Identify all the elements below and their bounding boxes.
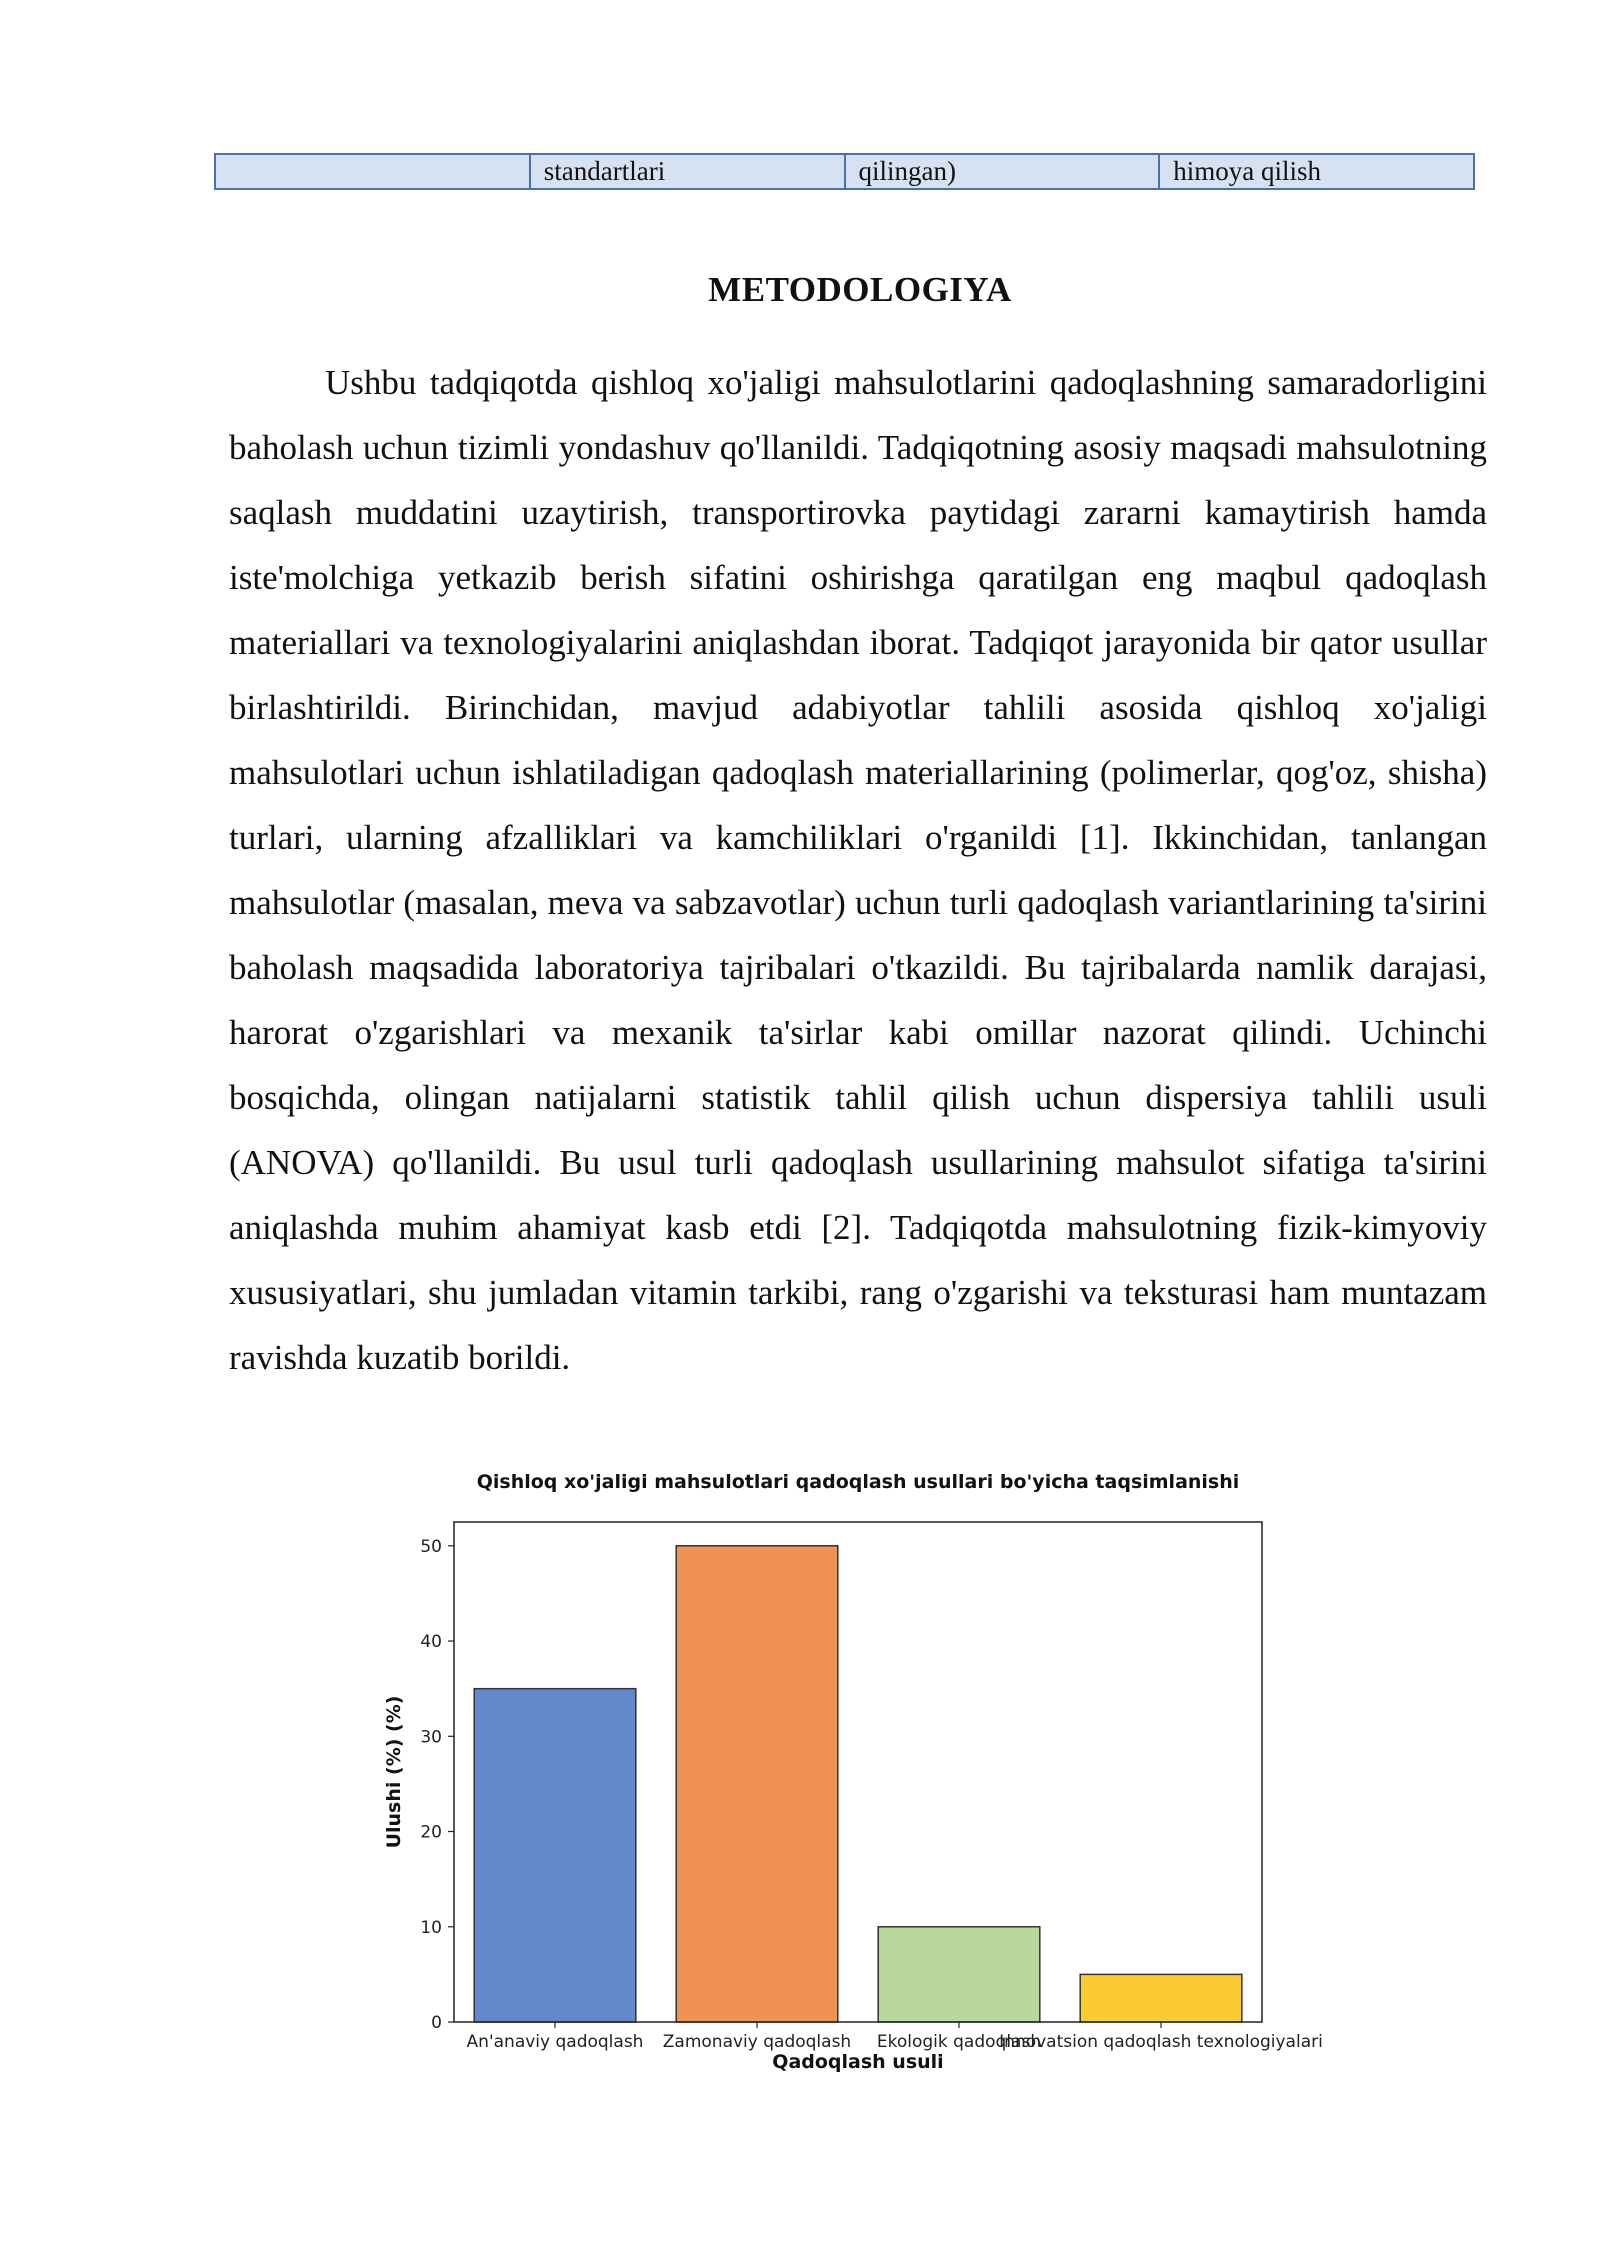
table-fragment-row	[214, 153, 1475, 190]
x-tick-label: Ekologik qadoqlash	[876, 2032, 1042, 2052]
bar-3	[878, 1927, 1040, 2022]
section-title: METODOLOGIYA	[708, 270, 1012, 309]
y-tick-label: 0	[431, 2013, 442, 2033]
table-cell: qilingan)	[846, 155, 1161, 188]
bar-chart	[360, 1460, 1350, 2080]
y-tick-label: 40	[420, 1632, 442, 1653]
x-tick-label: Innovatsion qadoqlash texnologiyalari	[999, 2032, 1323, 2052]
x-axis-label: Qadoqlash usuli	[772, 2051, 944, 2073]
y-tick-label: 10	[420, 1917, 442, 1938]
bar-1	[474, 1689, 636, 2022]
bar-chart-figure	[360, 1460, 1350, 2080]
table-cell: himoya qilish	[1173, 156, 1321, 186]
x-tick-label: Zamonaviy qadoqlash	[662, 2032, 852, 2052]
y-tick-label: 30	[420, 1727, 442, 1748]
y-tick-label: 50	[420, 1536, 442, 1557]
body-paragraph: Ushbu tadqiqotda qishloq xo'jaligi mahsulotlarini qadoqlashning samaradorligini baholash uchun tizimli yondashuv qo'llanildi. Tadqiqotning asosiy maqsadi mahsulotning saqlash muddatini uzaytirish, transportirovka paytidagi zararni kamaytirish hamda iste'molchiga yetkazib berish sifatini oshirishga qaratilgan eng maqbul qadoqlash materiallari va texnologiyalarini aniqlashdan iborat. Tadqiqot jarayonida bir qator usullar birlashtirildi. Birinchidan, mavjud adabiyotlar tahlili asosida qishloq xo'jaligi mahsulotlari uchun ishlatiladigan qadoqlash materiallarining (polimerlar, qog'oz, shisha) turlari, ularning afzalliklari va kamchiliklari o'rganildi [1]. Ikkinchidan, tanlangan mahsulotlar (masalan, meva va sabzavotlar) uchun turli qadoqlash variantlarining ta'sirini baholash maqsadida laboratoriya tajribalari o'tkazildi. Bu tajribalarda namlik darajasi, harorat o'zgarishlari va mexanik ta'sirlar kabi omillar nazorat qilindi. Uchinchi bosqichda, olingan natijalarni statistik tahlil qilish uchun dispersiya tahlili usuli (ANOVA) qo'llanildi. Bu usul turli qadoqlash usullarining mahsulot sifatiga ta'sirini aniqlashda muhim ahamiyat kasb etdi [2]. Tadqiqotda mahsulotning fizik-kimyoviy xususiyatlari, shu jumladan vitamin tarkibi, rang o'zgarishi va teksturasi ham muntazam ravishda kuzatib borildi.	[229, 363, 1487, 1377]
x-tick-label: An'anaviy qadoqlash	[466, 2032, 644, 2052]
table-cell	[216, 155, 531, 188]
y-tick-label: 20	[420, 1822, 442, 1843]
bar-4	[1080, 1974, 1242, 2022]
table-cell: standartlari	[531, 155, 846, 188]
chart-title: Qishloq xo'jaligi mahsulotlari qadoqlash usullari bo'yicha taqsimlanishi	[476, 1471, 1240, 1493]
bar-2	[676, 1546, 838, 2022]
y-axis-label: Ulushi (%) (%)	[383, 1695, 405, 1849]
